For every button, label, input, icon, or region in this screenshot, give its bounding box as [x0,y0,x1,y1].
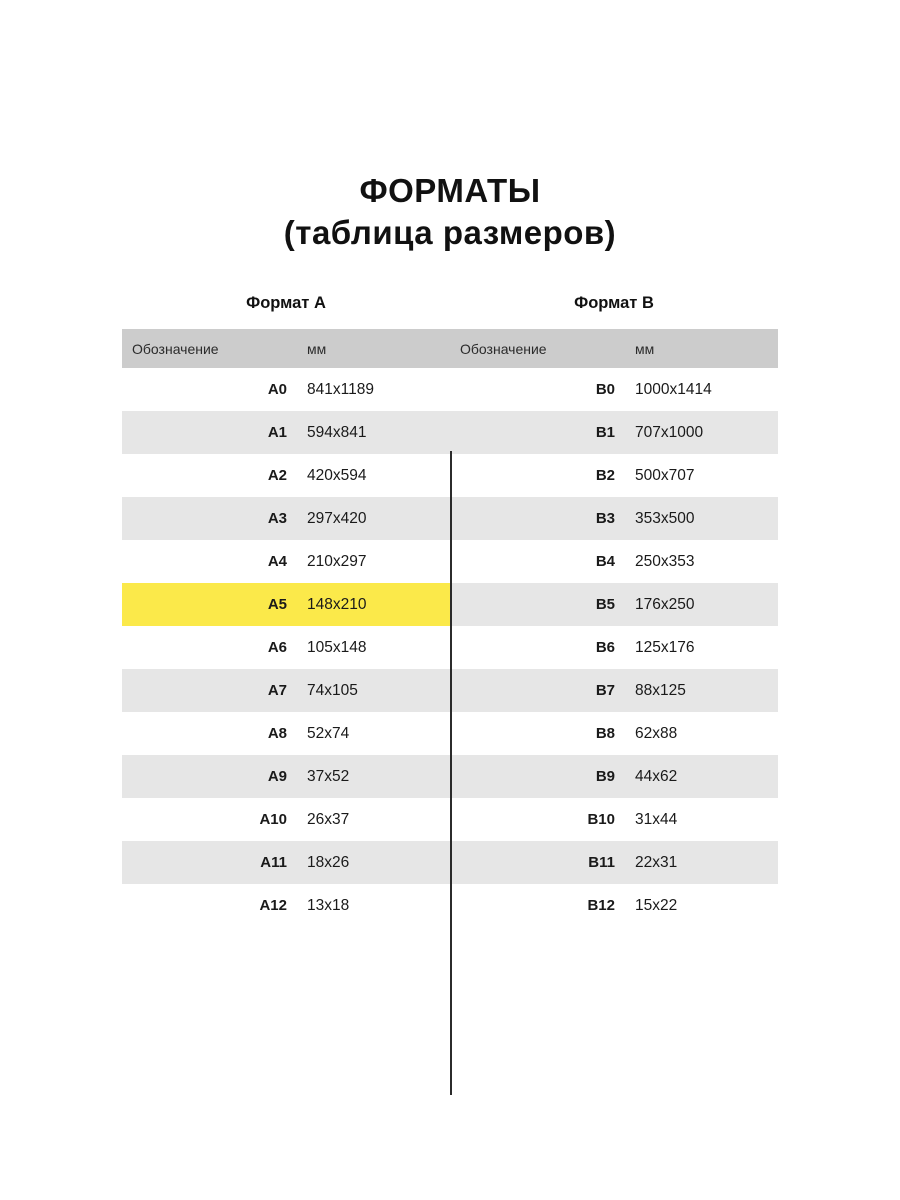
cell-designation-a: A1 [122,411,297,454]
cell-designation-a: A10 [122,798,297,841]
cell-designation-b: B10 [450,798,625,841]
cell-designation-a: A7 [122,669,297,712]
cell-size-b: 44x62 [625,755,778,798]
cell-size-a: 148x210 [297,583,450,626]
cell-designation-a: A3 [122,497,297,540]
cell-designation-a: A12 [122,884,297,927]
cell-size-b: 500x707 [625,454,778,497]
cell-designation-a: A2 [122,454,297,497]
cell-size-a: 297x420 [297,497,450,540]
cell-designation-b: B6 [450,626,625,669]
cell-size-a: 74x105 [297,669,450,712]
column-header-row [122,329,778,368]
group-heading-a: Формат А [122,284,450,329]
header-mm-a: мм [297,329,450,368]
cell-size-b: 250x353 [625,540,778,583]
cell-designation-a: A9 [122,755,297,798]
cell-size-b: 15x22 [625,884,778,927]
cell-size-b: 62x88 [625,712,778,755]
table-row [122,368,778,411]
cell-designation-b: B2 [450,454,625,497]
cell-size-b: 353x500 [625,497,778,540]
table-row [122,411,778,454]
cell-designation-b: B5 [450,583,625,626]
cell-designation-b: B0 [450,368,625,411]
title-line-1: ФОРМАТЫ [359,172,541,209]
cell-designation-a: A5 [122,583,297,626]
cell-size-b: 125x176 [625,626,778,669]
cell-size-a: 13x18 [297,884,450,927]
cell-designation-b: B4 [450,540,625,583]
header-designation-a: Обозначение [122,329,297,368]
header-designation-b: Обозначение [450,329,625,368]
title-line-2: (таблица размеров) [283,214,617,252]
cell-designation-a: A4 [122,540,297,583]
cell-size-a: 52x74 [297,712,450,755]
cell-size-b: 22x31 [625,841,778,884]
group-heading-b: Формат B [450,284,778,329]
group-heading-row [122,284,778,329]
cell-size-b: 176x250 [625,583,778,626]
cell-size-a: 210x297 [297,540,450,583]
cell-designation-b: B12 [450,884,625,927]
cell-size-a: 841x1189 [297,368,450,411]
cell-size-b: 707x1000 [625,411,778,454]
cell-size-a: 105x148 [297,626,450,669]
header-mm-b: мм [625,329,778,368]
cell-size-a: 26x37 [297,798,450,841]
cell-size-a: 420x594 [297,454,450,497]
cell-designation-b: B9 [450,755,625,798]
cell-size-b: 88x125 [625,669,778,712]
cell-designation-a: A6 [122,626,297,669]
vertical-divider-line [450,451,452,1095]
cell-size-b: 31x44 [625,798,778,841]
cell-designation-a: A0 [122,368,297,411]
cell-designation-b: B11 [450,841,625,884]
cell-designation-a: A8 [122,712,297,755]
cell-designation-b: B7 [450,669,625,712]
page-title [122,170,778,254]
cell-designation-b: B1 [450,411,625,454]
cell-size-a: 18x26 [297,841,450,884]
cell-size-a: 37x52 [297,755,450,798]
cell-designation-b: B8 [450,712,625,755]
cell-size-b: 1000x1414 [625,368,778,411]
cell-size-a: 594x841 [297,411,450,454]
cell-designation-b: B3 [450,497,625,540]
cell-designation-a: A11 [122,841,297,884]
